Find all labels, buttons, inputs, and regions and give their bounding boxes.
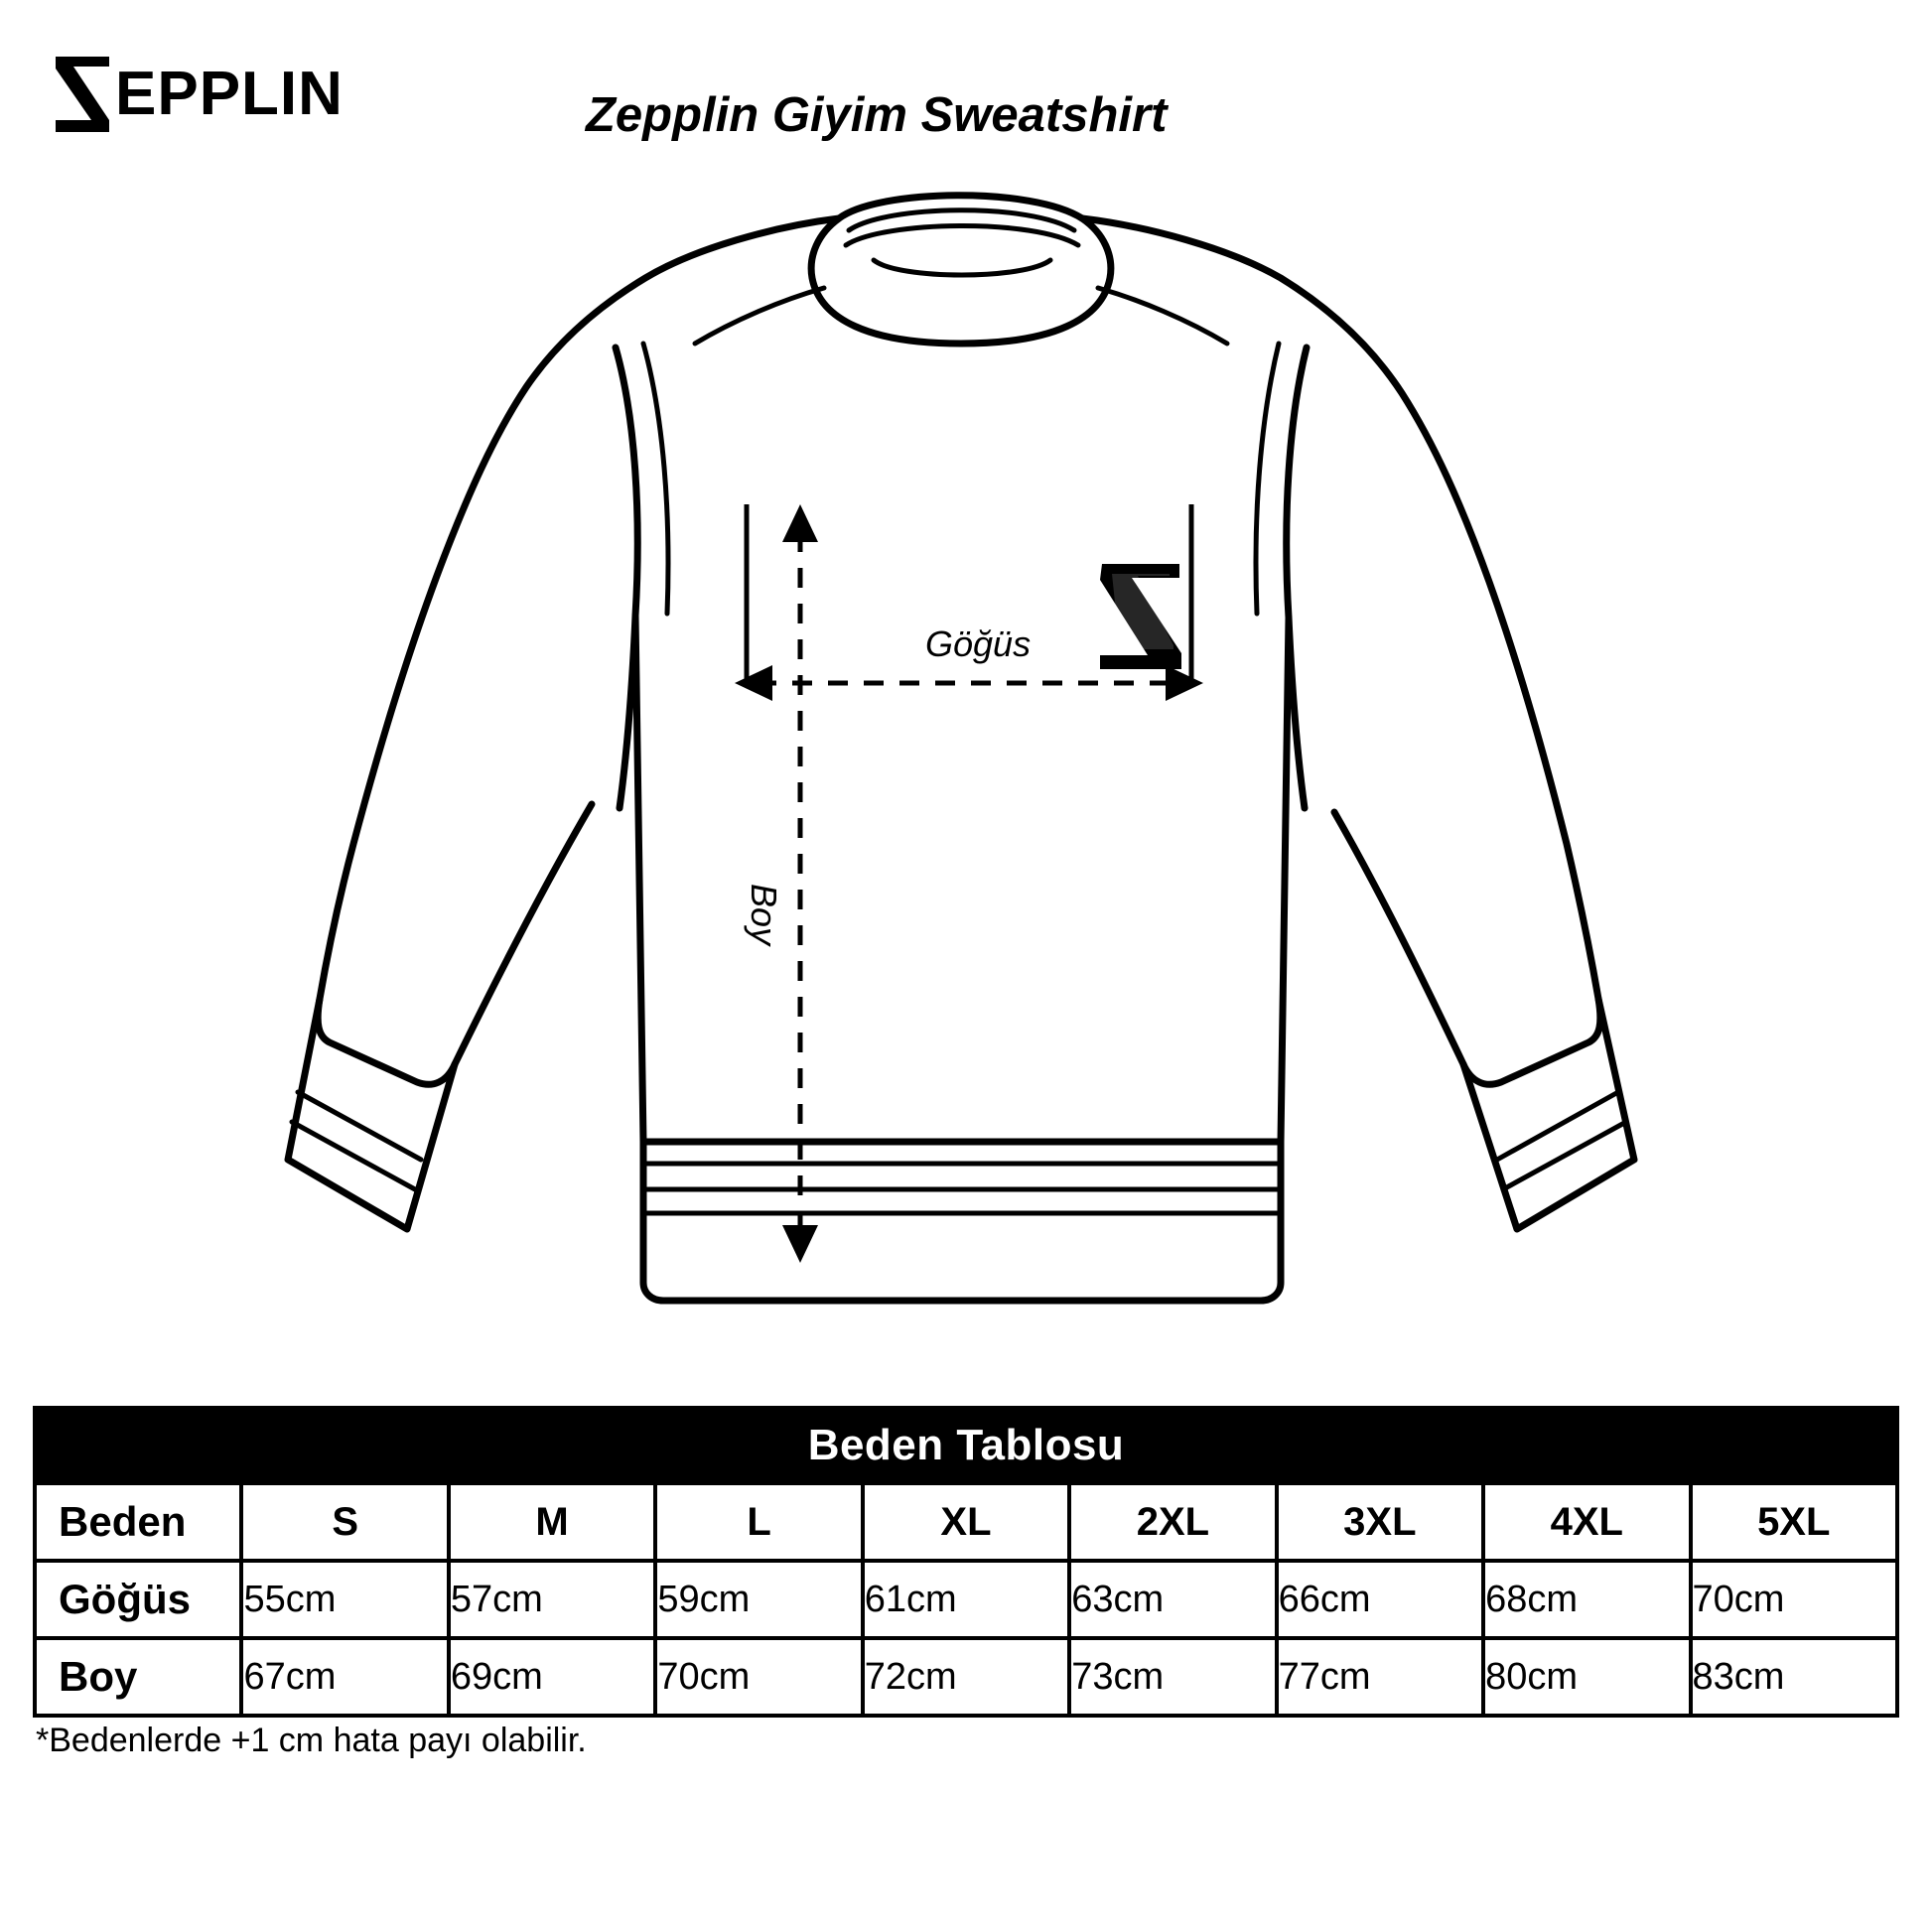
garment-illustration	[0, 149, 1932, 1370]
cell-boy-m: 69cm	[449, 1638, 655, 1716]
chest-zepplin-z-icon	[1100, 564, 1181, 669]
header-cell-m: M	[449, 1483, 655, 1561]
footnote: *Bedenlerde +1 cm hata payı olabilir.	[36, 1722, 587, 1759]
cell-gogus-2xl: 63cm	[1069, 1561, 1276, 1638]
cell-gogus-4xl: 68cm	[1483, 1561, 1690, 1638]
cell-gogus-5xl: 70cm	[1691, 1561, 1898, 1638]
cell-gogus-s: 55cm	[241, 1561, 448, 1638]
header-cell-xl: XL	[863, 1483, 1069, 1561]
header-cell-5xl: 5XL	[1691, 1483, 1898, 1561]
cell-boy-l: 70cm	[655, 1638, 862, 1716]
cell-gogus-3xl: 66cm	[1277, 1561, 1483, 1638]
header-cell-beden: Beden	[35, 1483, 241, 1561]
table-row	[35, 1561, 1897, 1638]
header-cell-2xl: 2XL	[1069, 1483, 1276, 1561]
chest-dimension-label: Göğüs	[925, 623, 1032, 664]
size-table-wrapper	[33, 1406, 1899, 1718]
size-table	[33, 1406, 1899, 1718]
cell-gogus-m: 57cm	[449, 1561, 655, 1638]
cell-gogus-l: 59cm	[655, 1561, 862, 1638]
header-cell-l: L	[655, 1483, 862, 1561]
row-label-boy: Boy	[35, 1638, 241, 1716]
cell-gogus-xl: 61cm	[863, 1561, 1069, 1638]
header-cell-4xl: 4XL	[1483, 1483, 1690, 1561]
cell-boy-5xl: 83cm	[1691, 1638, 1898, 1716]
brand-logo	[52, 52, 344, 137]
cell-boy-4xl: 80cm	[1483, 1638, 1690, 1716]
table-header-row	[35, 1483, 1897, 1561]
header-cell-s: S	[241, 1483, 448, 1561]
table-title: Beden Tablosu	[35, 1408, 1897, 1483]
header-cell-3xl: 3XL	[1277, 1483, 1483, 1561]
table-row	[35, 1638, 1897, 1716]
page-title-light: Zepplin Giyim	[586, 88, 921, 142]
brand-name: EPPLIN	[115, 60, 344, 128]
cell-boy-xl: 72cm	[863, 1638, 1069, 1716]
cell-boy-2xl: 73cm	[1069, 1638, 1276, 1716]
cell-boy-s: 67cm	[241, 1638, 448, 1716]
cell-boy-3xl: 77cm	[1277, 1638, 1483, 1716]
row-label-gogus: Göğüs	[35, 1561, 241, 1638]
page-title	[586, 87, 1167, 143]
length-dimension-label: Boy	[744, 884, 784, 946]
table-title-row	[35, 1408, 1897, 1483]
zepplin-z-icon	[52, 55, 113, 134]
page-title-bold: Sweatshirt	[920, 88, 1168, 142]
